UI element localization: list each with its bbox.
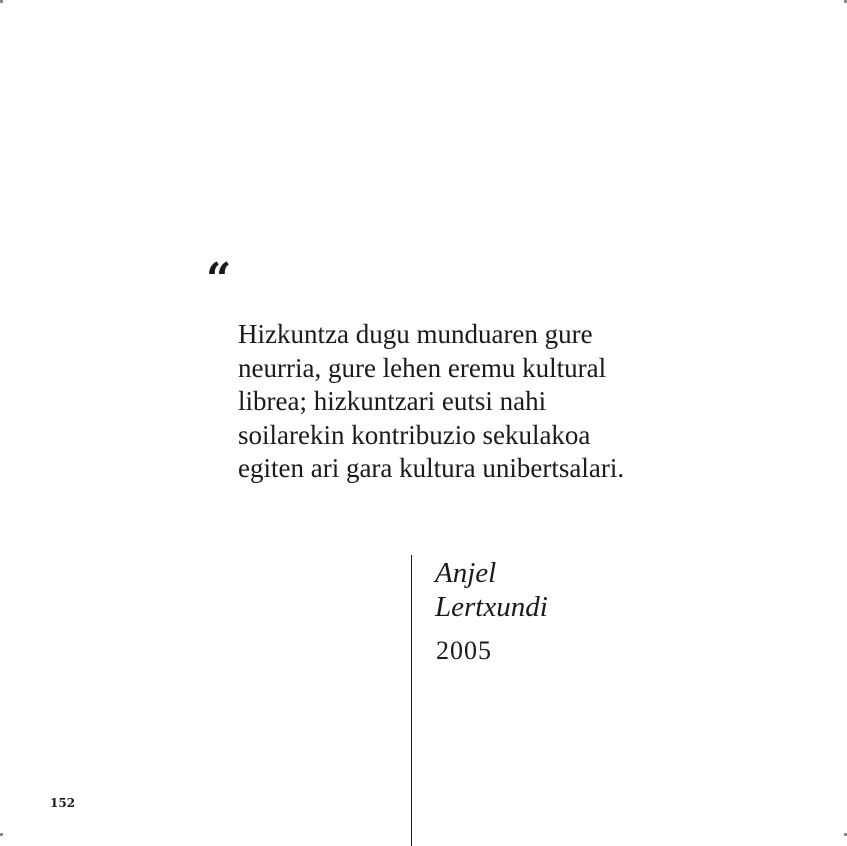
quote-line: librea; hizkuntzari eutsi nahi — [238, 386, 547, 416]
quote-text — [238, 318, 698, 486]
quote-line: Hizkuntza dugu munduaren gure — [238, 319, 593, 349]
page-number: 152 — [50, 796, 76, 810]
quote-line: egiten ari gara kultura unibertsalari. — [238, 453, 625, 483]
author-last-name: Lertxundi — [435, 591, 548, 623]
quote-line: neurria, gure lehen eremu kultural — [238, 352, 607, 383]
crop-mark-bottom-left — [0, 833, 3, 836]
opening-quote-mark: “ — [206, 254, 229, 305]
quote-line: soilarekin kontribuzio sekulakoa — [238, 419, 591, 450]
author-first-name: Anjel — [435, 557, 497, 589]
author-name — [435, 556, 548, 624]
crop-mark-top-left — [0, 0, 3, 3]
quote-year: 2005 — [436, 636, 492, 665]
vertical-divider — [411, 555, 412, 846]
